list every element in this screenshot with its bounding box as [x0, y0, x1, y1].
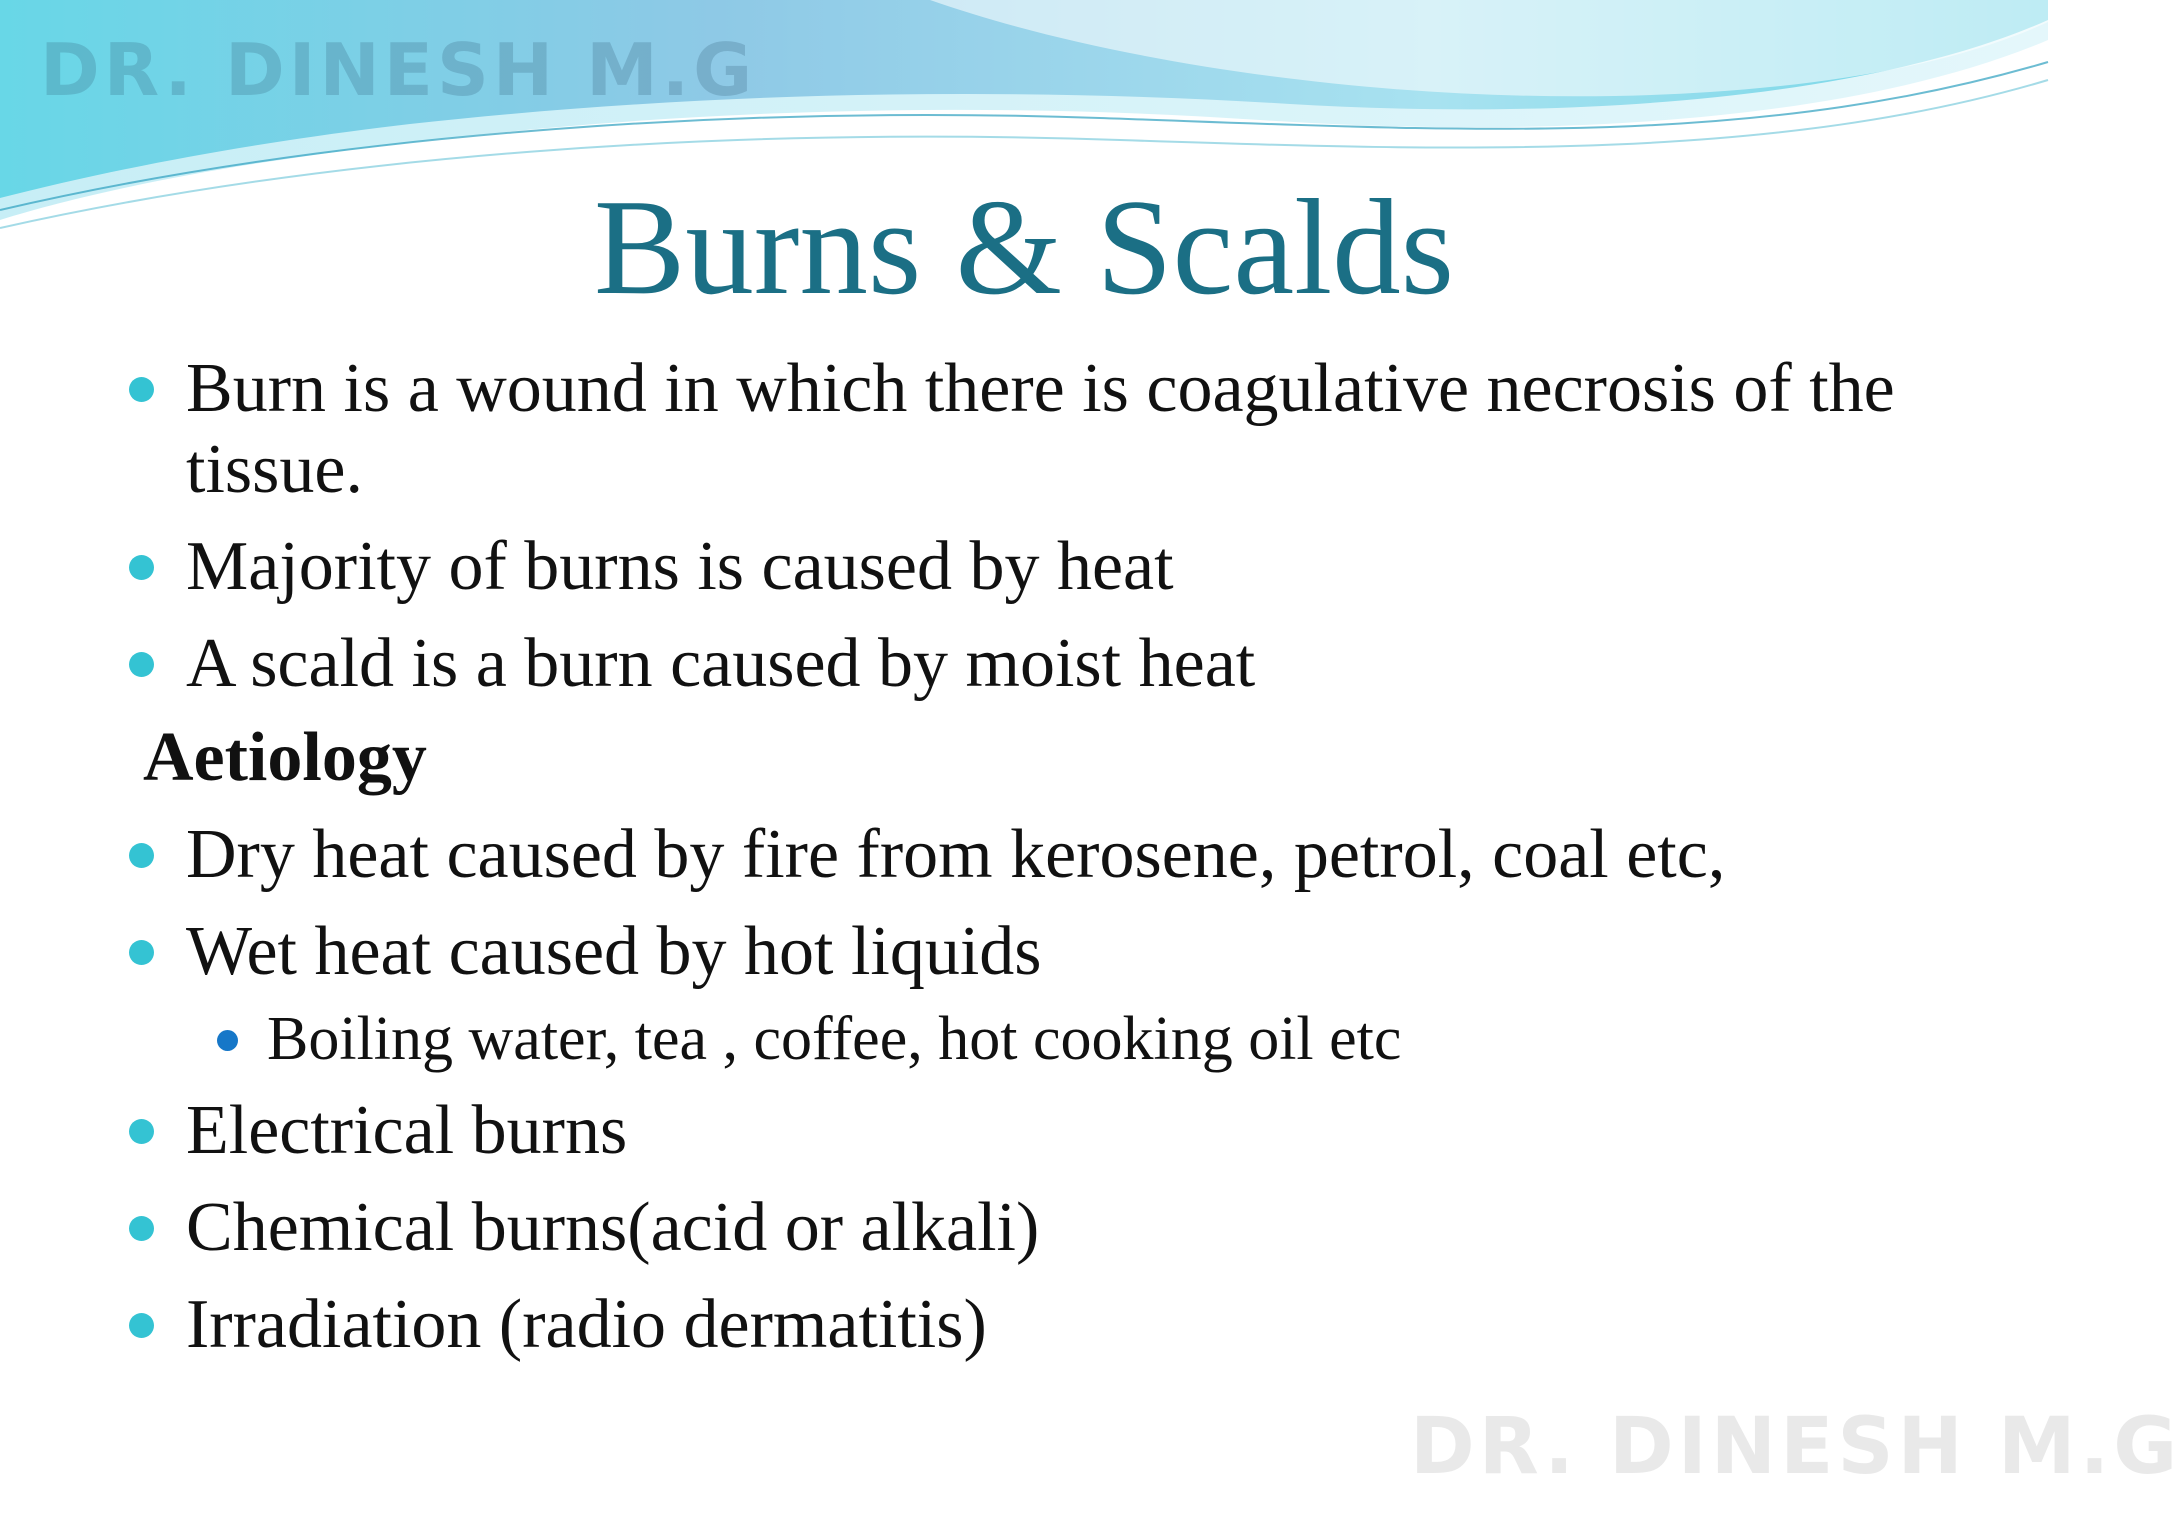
bullet-item [0, 1187, 2048, 1268]
bullet-item [0, 911, 2048, 992]
bullet-item [0, 348, 2048, 510]
bullet-dot-icon [129, 843, 154, 868]
bullet-text: Wet heat caused by hot liquids [186, 913, 1042, 990]
bullet-text: A scald is a burn caused by moist heat [186, 625, 1256, 702]
slide-content [0, 348, 2048, 1365]
bullet-text: Chemical burns(acid or alkali) [186, 1189, 1040, 1266]
bullet-item [0, 1090, 2048, 1171]
slide-title: Burns & Scalds [593, 171, 1455, 323]
watermark-bottom: DR. DINESH M.G [1410, 1402, 2181, 1492]
sub-bullet-item [0, 1004, 2048, 1074]
bullet-text: Burn is a wound in which there is coagulative necrosis of the tissue. [186, 350, 1895, 508]
bullet-dot-icon [129, 652, 154, 677]
sub-bullet-dot-icon [217, 1030, 238, 1051]
bullet-text: Dry heat caused by fire from kerosene, petrol, coal etc, [186, 816, 1726, 893]
bullet-item [0, 526, 2048, 607]
section-heading-aetiology: Aetiology [143, 719, 427, 796]
bullet-text: Electrical burns [186, 1092, 628, 1169]
bullet-dot-icon [129, 1119, 154, 1144]
bullet-text: Majority of burns is caused by heat [186, 528, 1174, 605]
bullet-dot-icon [129, 1216, 154, 1241]
bullet-item [0, 623, 2048, 704]
bullet-item [0, 1284, 2048, 1365]
bullet-dot-icon [129, 1313, 154, 1338]
sub-bullet-text: Boiling water, tea , coffee, hot cooking oil etc [267, 1005, 1402, 1073]
bullet-dot-icon [129, 377, 154, 402]
bullet-text: Irradiation (radio dermatitis) [186, 1286, 987, 1363]
bullet-item [0, 814, 2048, 895]
bullet-dot-icon [129, 940, 154, 965]
bullet-dot-icon [129, 555, 154, 580]
watermark-top: DR. DINESH M.G [40, 28, 757, 112]
